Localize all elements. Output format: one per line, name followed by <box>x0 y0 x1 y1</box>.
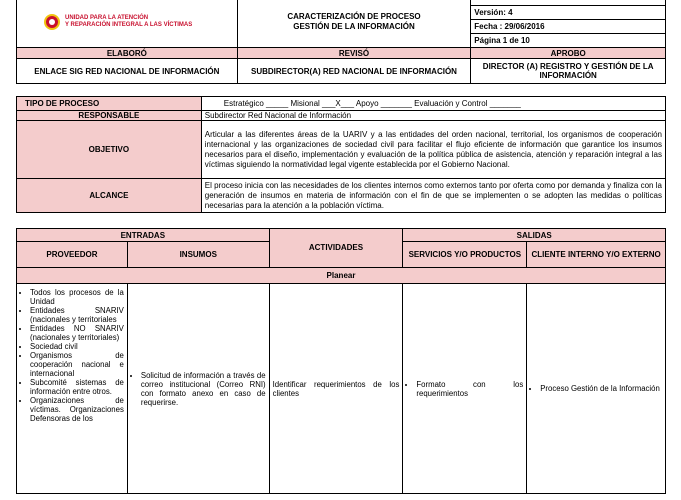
servicios-header: SERVICIOS Y/O PRODUCTOS <box>403 242 527 268</box>
provider-list <box>20 288 124 423</box>
actividades-header: ACTIVIDADES <box>269 229 403 268</box>
process-characterization-table <box>16 228 666 494</box>
list-item: • Subcomité sistemas de información entre otros. <box>30 378 124 396</box>
servicio-cell <box>403 284 527 494</box>
list-item: • Solicitud de información a través de correo institucional (Correo RNI) con formato anexo en caso de requerirse. <box>141 371 266 407</box>
phase-row: Planear <box>17 268 666 284</box>
tipo-proceso-label: TIPO DE PROCESO <box>17 97 202 111</box>
provider-cell <box>17 284 128 494</box>
version-label: Versión: 4 <box>471 6 666 20</box>
logo-cell <box>17 0 238 48</box>
tipo-proceso-value: Estratégico _____ Misional ___X___ Apoyo _______ Evaluación y Control _______ <box>201 97 665 111</box>
salidas-header: SALIDAS <box>403 229 666 242</box>
reviso-value: SUBDIRECTOR(A) RED NACIONAL DE INFORMACIÓN <box>237 59 471 84</box>
responsable-label: RESPONSABLE <box>17 111 202 121</box>
cliente-cell <box>527 284 666 494</box>
process-info-table <box>16 96 666 213</box>
list-item: • Proceso Gestión de la Información <box>540 384 662 393</box>
actividad-text: Identificar requerimientos de los clientes <box>272 379 400 398</box>
date-label: Fecha : 29/06/2016 <box>471 20 666 34</box>
actividad-cell <box>269 284 403 494</box>
document-header <box>16 0 666 84</box>
list-item: • Organizaciones de víctimas. Organizaciones Defensoras de los <box>30 396 124 423</box>
responsable-value: Subdirector Red Nacional de Información <box>201 111 665 121</box>
reviso-header: REVISÓ <box>237 48 471 59</box>
page-label: Página 1 de 10 <box>471 34 666 48</box>
list-item: • Entidades NO SNARIV (nacionales y territoriales) <box>30 324 124 342</box>
document-title: CARACTERIZACIÓN DE PROCESO GESTIÓN DE LA INFORMACIÓN <box>237 0 471 48</box>
coat-of-arms-icon <box>44 14 60 30</box>
insumos-header: INSUMOS <box>127 242 269 268</box>
proveedor-header: PROVEEDOR <box>17 242 128 268</box>
aprobo-value: DIRECTOR (A) REGISTRO Y GESTIÓN DE LA INFORMACIÓN <box>471 59 666 84</box>
elaboro-header: ELABORÓ <box>17 48 238 59</box>
elaboro-value: ENLACE SIG RED NACIONAL DE INFORMACIÓN <box>17 59 238 84</box>
alcance-value: El proceso inicia con las necesidades de los clientes internos como externos tanto por oferta como por demanda y finaliza con la generación de insumos en materia de información con el fin de que se implementen o se adopten las medidas o políticas necesarias para la atención a la población víctima. <box>201 179 665 213</box>
insumo-cell <box>127 284 269 494</box>
entradas-header: ENTRADAS <box>17 229 270 242</box>
list-item: • Formato con los requerimientos <box>416 380 523 398</box>
list-item: • Entidades SNARIV (nacionales y territoriales <box>30 306 124 324</box>
cliente-header: CLIENTE INTERNO Y/O EXTERNO <box>527 242 666 268</box>
list-item: • Sociedad civil <box>30 342 124 351</box>
objetivo-value: Articular a las diferentes áreas de la UARIV y a las entidades del orden nacional, territorial, los organismos de cooperación internacional y las organizaciones de sociedad civil para facilitar el flujo eficiente de información que garantice los insumos necesarios para el diseño, implementación y evaluación de la política pública de asistencia, atención y reparación integral a las víctimas siguiendo la normatividad legal vigente establecida por el Gobierno Nacional. <box>201 121 665 179</box>
objetivo-label: OBJETIVO <box>17 121 202 179</box>
org-logo: UNIDAD PARA LA ATENCIÓN Y REPARACIÓN INTEGRAL A LAS VÍCTIMAS <box>65 15 193 28</box>
alcance-label: ALCANCE <box>17 179 202 213</box>
aprobo-header: APROBO <box>471 48 666 59</box>
list-item: • Todos los procesos de la Unidad <box>30 288 124 306</box>
list-item: • Organismos de cooperación nacional e internacional <box>30 351 124 378</box>
